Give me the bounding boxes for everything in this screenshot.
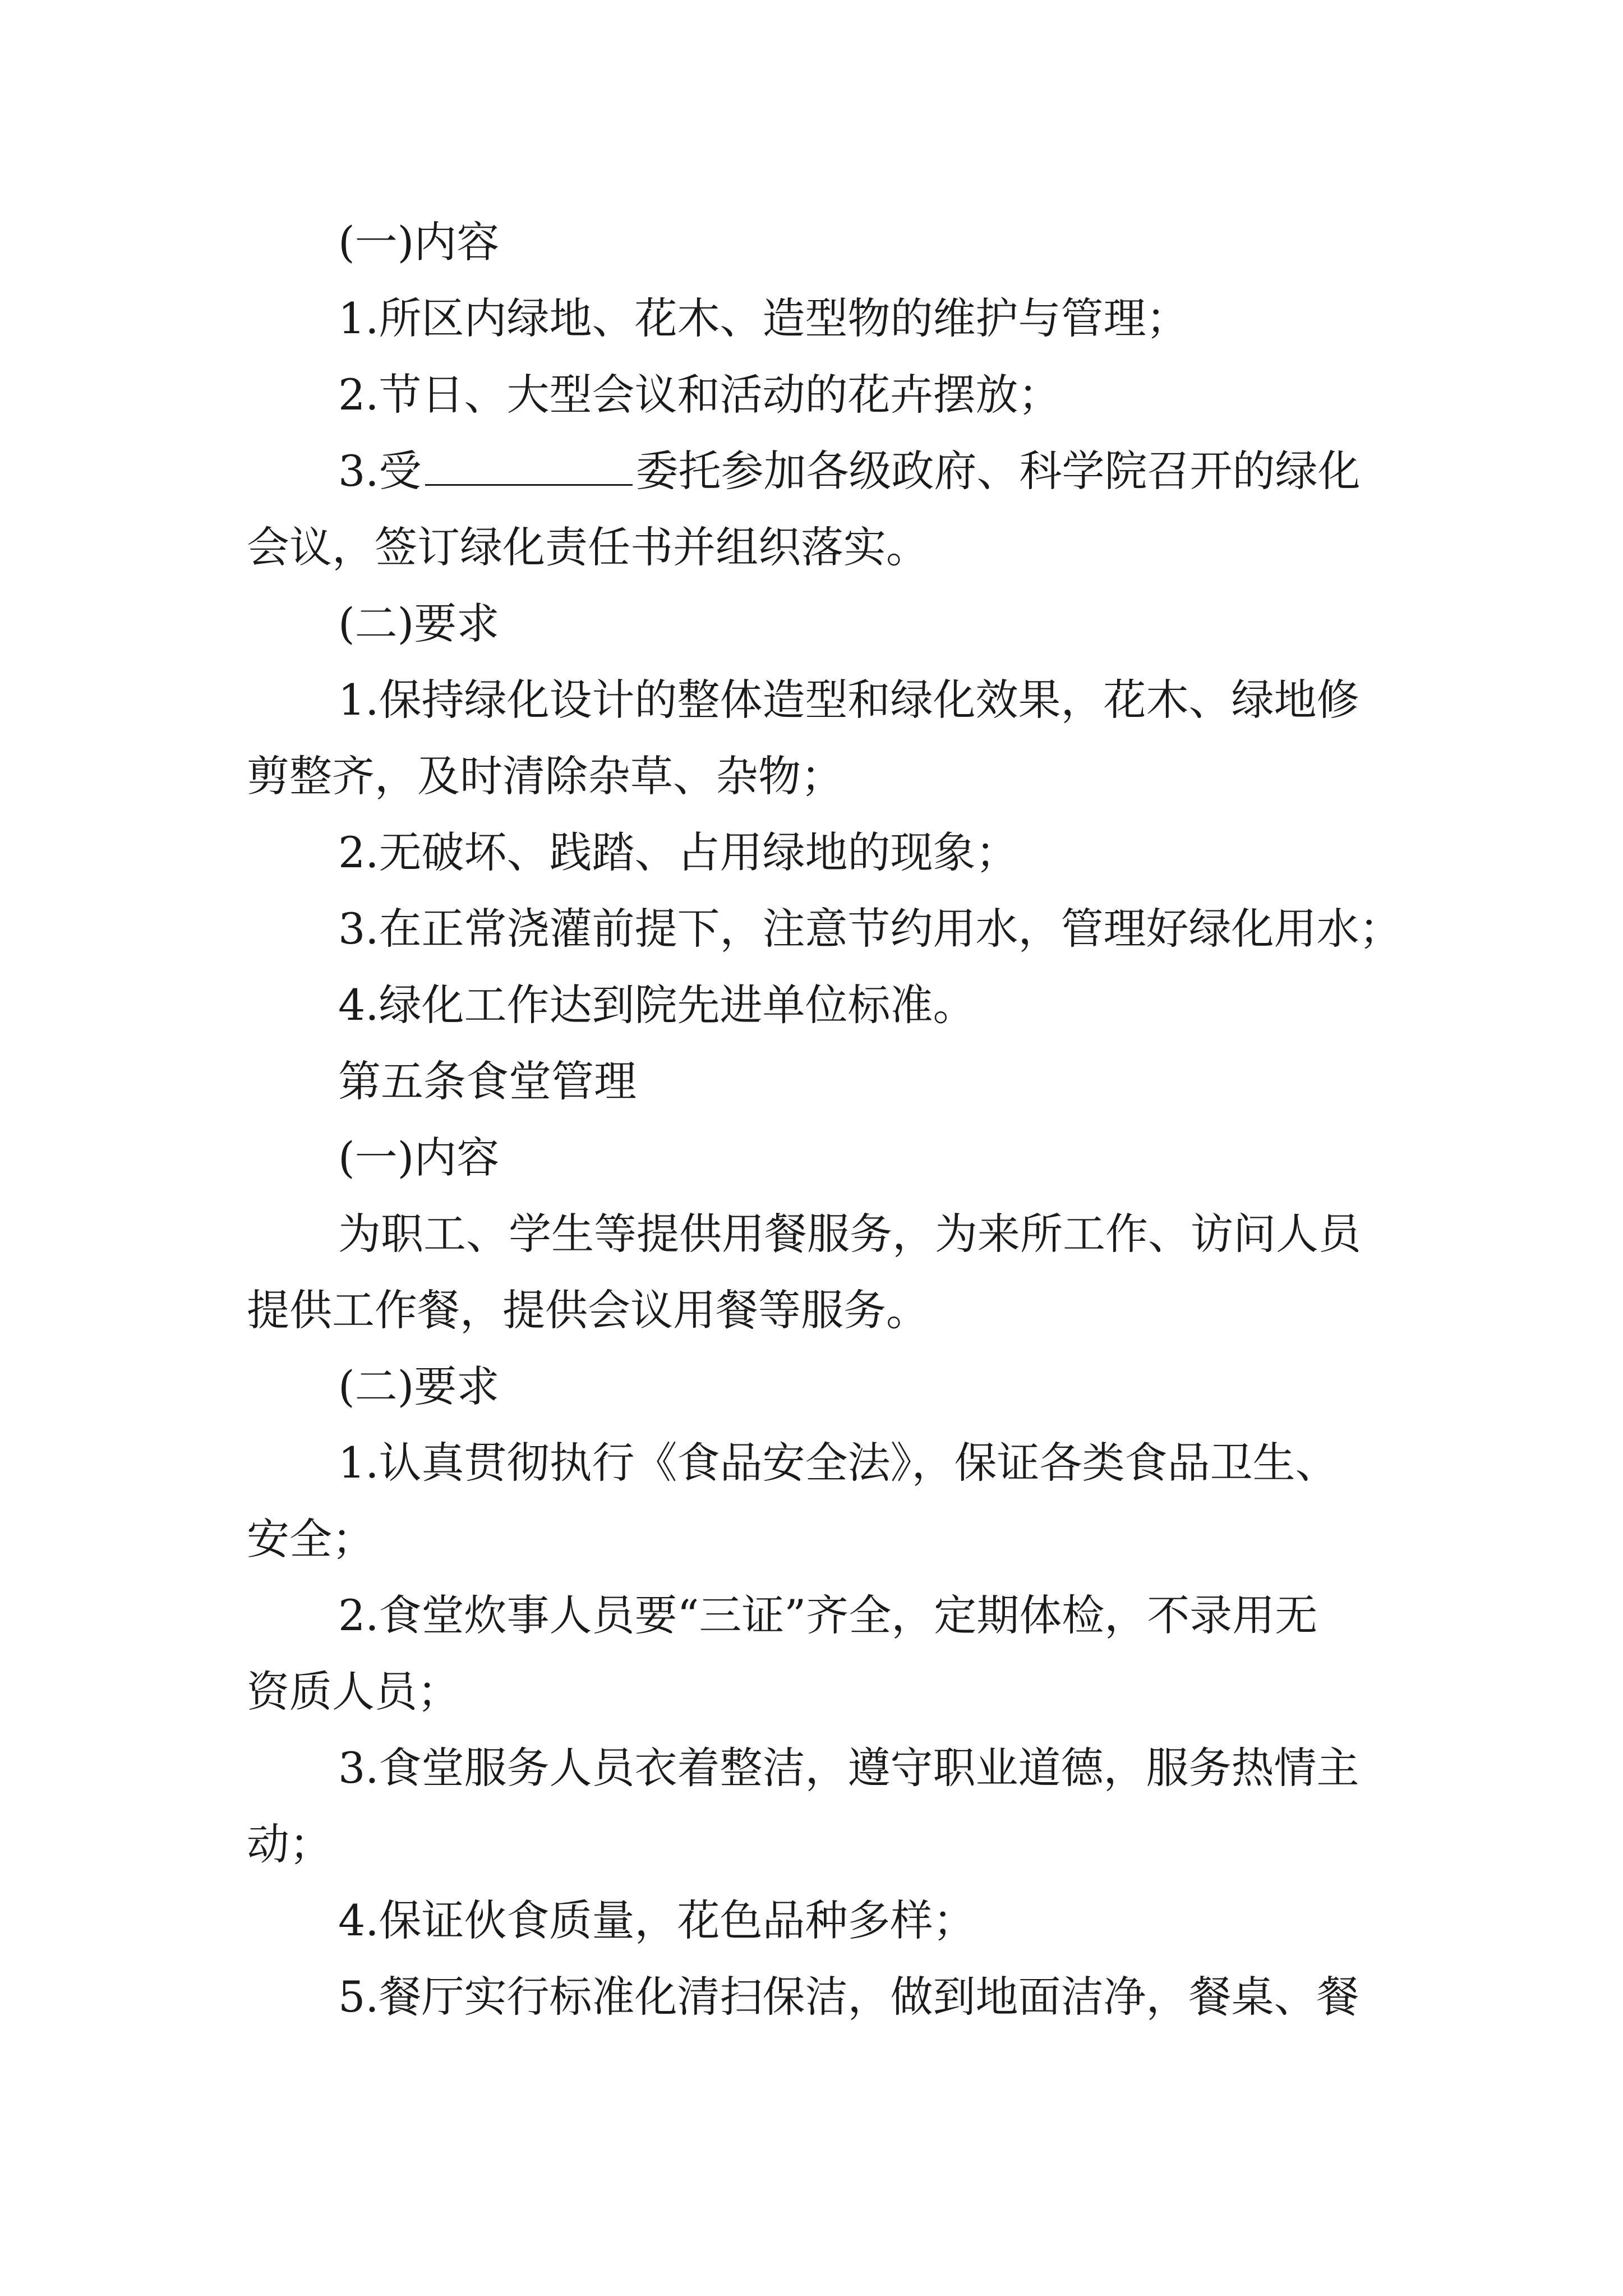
section-heading-requirements: (二)要求 <box>338 599 500 648</box>
list-item-with-blank <box>338 443 1361 499</box>
list-item-prefix: 3.受 <box>338 446 422 496</box>
list-item: 2.食堂炊事人员要“三证”齐全，定期体检，不录用无 <box>338 1590 1318 1640</box>
list-item-continuation: 剪整齐，及时清除杂草、杂物； <box>247 751 843 801</box>
list-item: 5.餐厅实行标准化清扫保洁，做到地面洁净，餐桌、餐 <box>338 1972 1359 2022</box>
list-item: 2.无破坏、践踏、占用绿地的现象； <box>338 827 1018 877</box>
list-item-continuation: 资质人员； <box>247 1667 460 1717</box>
list-item: 4.绿化工作达到院先进单位标准。 <box>338 980 976 1030</box>
section-heading-requirements: (二)要求 <box>338 1361 500 1411</box>
list-item-continuation: 安全； <box>247 1514 375 1564</box>
list-item: 4.保证伙食质量，花色品种多样； <box>338 1895 976 1945</box>
list-item-suffix: 委托参加各级政府、科学院召开的绿化 <box>635 446 1361 496</box>
list-item: 3.食堂服务人员衣着整洁，遵守职业道德，服务热情主 <box>338 1743 1359 1793</box>
list-item: 2.节日、大型会议和活动的花卉摆放； <box>338 370 1061 420</box>
fill-in-blank <box>425 445 633 486</box>
article-heading: 第五条食堂管理 <box>338 1056 637 1106</box>
list-item: 1.所区内绿地、花木、造型物的维护与管理； <box>338 293 1189 343</box>
list-item-continuation: 动； <box>247 1819 332 1869</box>
paragraph-continuation: 提供工作餐，提供会议用餐等服务。 <box>247 1285 929 1335</box>
list-item: 1.认真贯彻执行《食品安全法》，保证各类食品卫生、 <box>338 1438 1338 1488</box>
section-heading-content: (一)内容 <box>338 1133 500 1182</box>
list-item-continuation: 会议，签订绿化责任书并组织落实。 <box>247 522 929 572</box>
paragraph-line: 为职工、学生等提供用餐服务，为来所工作、访问人员 <box>338 1209 1361 1259</box>
list-item: 1.保持绿化设计的整体造型和绿化效果，花木、绿地修 <box>338 675 1359 725</box>
list-item: 3.在正常浇灌前提下，注意节约用水，管理好绿化用水； <box>338 904 1402 954</box>
section-heading-content: (一)内容 <box>338 217 500 267</box>
